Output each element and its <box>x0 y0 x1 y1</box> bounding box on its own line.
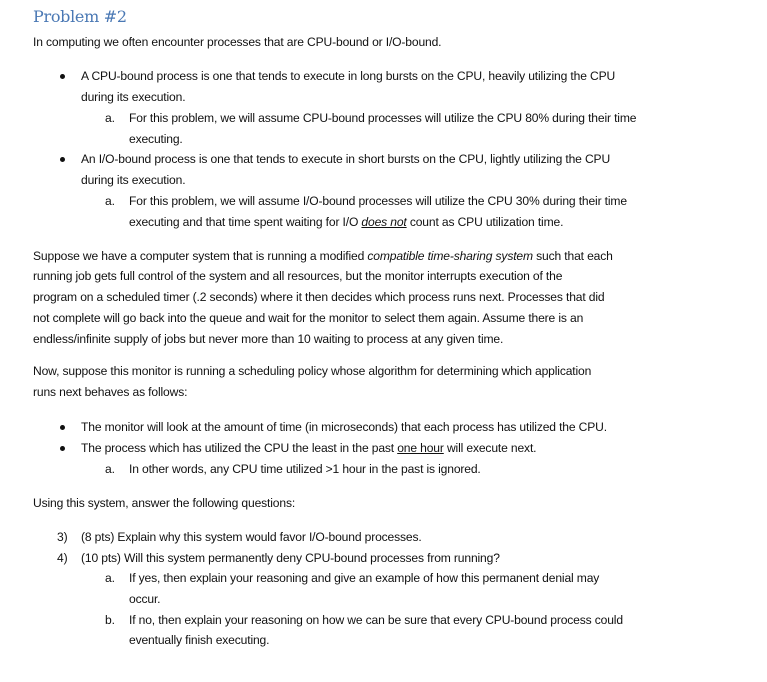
para1-line1 <box>33 248 613 264</box>
question-4a-line2: occur. <box>129 592 161 606</box>
para1-line5: endless/infinite supply of jobs but never more than 10 waiting to process at any given time. <box>33 332 504 346</box>
para1-line4: not complete will go back into the queue and wait for the monitor to select them again. Assume there is an <box>33 311 584 325</box>
sub-io-line2 <box>129 214 563 230</box>
problem-title: Problem #2 <box>33 7 127 26</box>
question-4b-line1: If no, then explain your reasoning on how we can be sure that every CPU-bound process could <box>129 613 623 627</box>
text: The process which has utilized the CPU the least in the past <box>81 441 398 455</box>
bullet-icon <box>60 425 65 430</box>
para2-line1: Now, suppose this monitor is running a scheduling policy whose algorithm for determining which application <box>33 364 592 378</box>
sub-marker: a. <box>105 462 115 476</box>
question-marker: 4) <box>57 551 68 565</box>
para1-line2: running job gets full control of the system and all resources, but the monitor interrupts execution of the <box>33 269 563 283</box>
text: count as CPU utilization time. <box>406 215 564 229</box>
text: will execute next. <box>443 441 537 455</box>
sub-marker: a. <box>105 194 115 208</box>
bullet-cpu-line1: A CPU-bound process is one that tends to execute in long bursts on the CPU, heavily utilizing the CPU <box>81 69 616 83</box>
question-3: (8 pts) Explain why this system would favor I/O-bound processes. <box>81 530 422 544</box>
bullet-io-line1: An I/O-bound process is one that tends to execute in short bursts on the CPU, lightly utilizing the CPU <box>81 152 611 166</box>
text: such that each <box>532 249 613 263</box>
emphasis-text: compatible time-sharing system <box>367 249 533 263</box>
sub-cpu-line1: For this problem, we will assume CPU-bound processes will utilize the CPU 80% during their time <box>129 111 637 125</box>
emphasis-text: does not <box>361 215 407 229</box>
question-marker: 3) <box>57 530 68 544</box>
bullet-icon <box>60 446 65 451</box>
bullet-io-line2: during its execution. <box>81 173 186 187</box>
intro-text: In computing we often encounter processes that are CPU-bound or I/O-bound. <box>33 35 442 49</box>
bullet-monitor: The monitor will look at the amount of time (in microseconds) that each process has utilized the CPU. <box>81 420 607 434</box>
question-4b-line2: eventually finish executing. <box>129 633 270 647</box>
sub-marker: a. <box>105 111 115 125</box>
para3: Using this system, answer the following questions: <box>33 496 296 510</box>
sub-marker: a. <box>105 571 115 585</box>
sub-ignored: In other words, any CPU time utilized >1 hour in the past is ignored. <box>129 462 481 476</box>
bullet-least <box>81 440 536 456</box>
para1-line3: program on a scheduled timer (.2 seconds) where it then decides which process runs next. Processes that did <box>33 290 605 304</box>
question-4a-line1: If yes, then explain your reasoning and give an example of how this permanent denial may <box>129 571 600 585</box>
bullet-icon <box>60 74 65 79</box>
bullet-icon <box>60 157 65 162</box>
sub-marker: b. <box>105 613 115 627</box>
bullet-cpu-line2: during its execution. <box>81 90 186 104</box>
para2-line2: runs next behaves as follows: <box>33 385 188 399</box>
text: Suppose we have a computer system that is running a modified <box>33 249 368 263</box>
emphasis-text: one hour <box>397 441 444 455</box>
text: executing and that time spent waiting for I/O <box>129 215 362 229</box>
sub-io-line1: For this problem, we will assume I/O-bound processes will utilize the CPU 30% during their time <box>129 194 627 208</box>
question-4: (10 pts) Will this system permanently deny CPU-bound processes from running? <box>81 551 500 565</box>
sub-cpu-line2: executing. <box>129 132 183 146</box>
